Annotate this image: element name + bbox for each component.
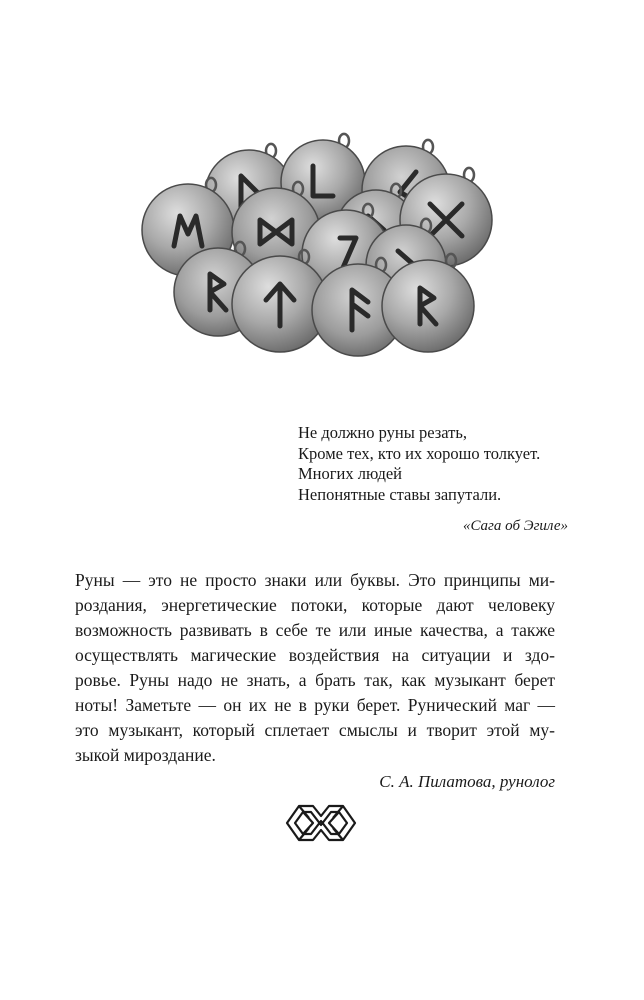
quote-author: С. А. Пилатова, рунолог [379, 772, 555, 791]
epigraph [298, 423, 568, 536]
quote-line: зыкой мироздание. [75, 745, 216, 765]
quote-line: ровье. Руны надо не знать, а брать так, как музыкант берет [75, 670, 555, 690]
quote-line: ноты! Заметьте — он их не в руки берет. Рунический маг — [75, 695, 555, 715]
quote-line: возможность развивать в себе те или иные качества, а также [75, 620, 555, 640]
epigraph-source: «Сага об Эгиле» [462, 518, 568, 534]
rune-pendants-image [136, 120, 506, 370]
epigraph-line: Не должно руны резать, [298, 423, 468, 442]
epigraph-line: Кроме тех, кто их хорошо толкует. [298, 443, 541, 463]
quote-line: осуществлять магические воздействия на ситуации и здо- [75, 645, 555, 665]
epigraph-line: Непонятные ставы запутали. [298, 484, 502, 504]
coin-body [382, 260, 474, 352]
quote-line: это музыкант, который сплетает смыслы и творит этой му- [75, 720, 555, 740]
celtic-knot-icon [283, 800, 359, 846]
quote-line: Руны — это не просто знаки или буквы. Это принципы ми- [75, 570, 555, 590]
quote-line: роздания, энергетические потоки, которые дают человеку [75, 595, 555, 615]
rune-quote [75, 568, 555, 794]
epigraph-line: Многих людей [298, 464, 402, 483]
